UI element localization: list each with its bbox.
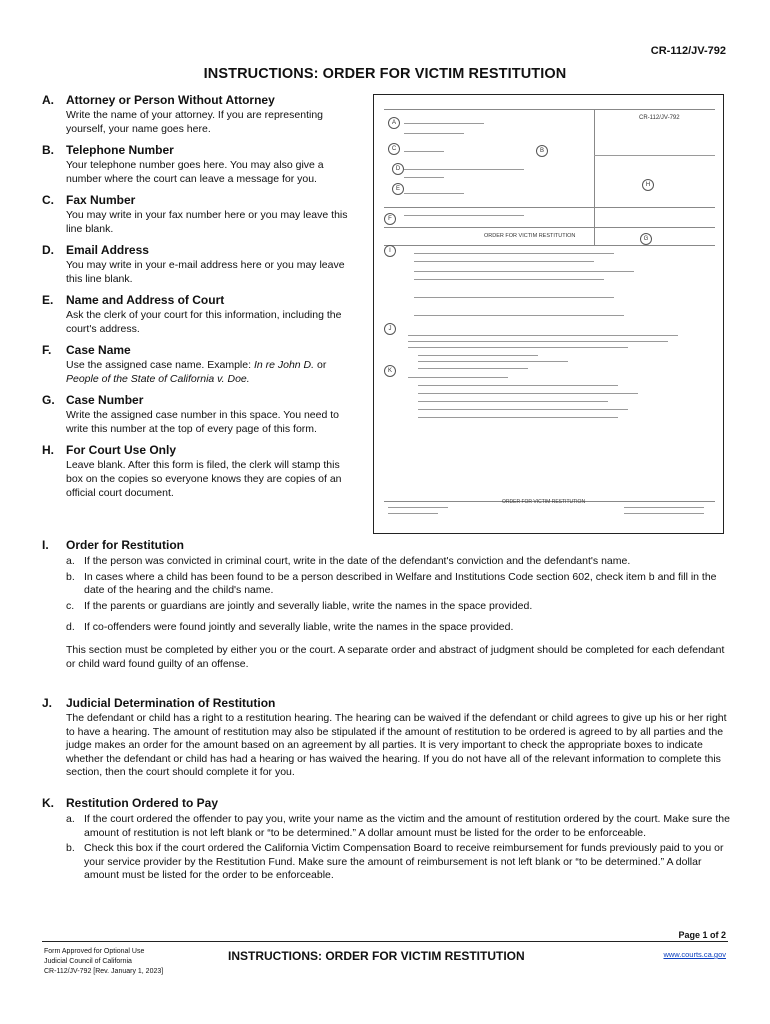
section-heading: Email Address [66, 243, 149, 257]
section-j [42, 695, 732, 780]
courts-website-link[interactable]: www.courts.ca.gov [663, 950, 726, 959]
section-heading: Name and Address of Court [66, 293, 225, 307]
item-letter: b. [66, 842, 75, 854]
item-letter: d. [66, 621, 75, 633]
section-k-items [42, 813, 732, 883]
item-text: If co-offenders were found jointly and severally liable, write the names in the space provided. [84, 621, 514, 633]
section-letter: D. [42, 243, 54, 257]
section-body: You may write in your e-mail address here or you may leave this line blank. [66, 259, 345, 285]
list-item [66, 813, 732, 840]
section-heading: Case Name [66, 343, 131, 357]
list-item [66, 842, 732, 883]
section-i-letter: I. [42, 538, 49, 552]
item-letter: c. [66, 599, 75, 612]
section-body [42, 358, 354, 386]
footer-line-2: Judicial Council of California [44, 958, 132, 965]
item-letter: a. [66, 813, 75, 825]
footer-line-1: Form Approved for Optional Use [44, 948, 145, 955]
section-a [42, 92, 354, 136]
section-f [42, 342, 354, 386]
body-text: or [314, 359, 327, 371]
list-item [66, 621, 732, 635]
section-d [42, 242, 354, 286]
page-number: Page 1 of 2 [678, 930, 726, 940]
section-heading: Attorney or Person Without Attorney [66, 93, 275, 107]
section-k [42, 795, 732, 883]
example-name: People of the State of California v. Doe. [66, 373, 250, 385]
section-heading: Telephone Number [66, 143, 174, 157]
section-letter: B. [42, 143, 54, 157]
item-text: If the court ordered the offender to pay you, write your name as the victim and the amount of restitution ordered by the court. Make sure the amount of restitution is not left blank or “to be determined.” A dollar amount must be listed for the order to be enforceable. [84, 813, 730, 839]
footer-line-3: CR-112/JV-792 [Rev. January 1, 2023] [44, 968, 164, 975]
footer-form-info [44, 947, 163, 977]
item-text: Check this box if the court ordered the California Victim Compensation Board to receive reimbursement for funds previously paid to you or your service provider by the Restitution Fund. Make sure the amount of reimbursement is not left blank or “to be determined.” A dollar amount must be listed for the order to be enforceable. [84, 842, 724, 881]
section-letter: C. [42, 193, 54, 207]
list-item [66, 600, 732, 614]
thumb-form-id: CR-112/JV-792 [639, 115, 680, 121]
list-item [66, 555, 732, 569]
section-c [42, 192, 354, 236]
section-body: Your telephone number goes here. You may also give a number where the court can leave a message for you. [66, 159, 324, 185]
footer-title: INSTRUCTIONS: ORDER FOR VICTIM RESTITUTION [228, 949, 525, 963]
form-id: CR-112/JV-792 [650, 45, 726, 57]
section-e [42, 292, 354, 336]
section-i-note: This section must be completed by either you or the court. A separate order and abstract of judgment should be completed for each defendant or child ward found guilty of an offense. [66, 643, 725, 670]
section-heading: For Court Use Only [66, 443, 177, 457]
instructions-left-column [42, 92, 354, 506]
section-letter: F. [42, 343, 52, 357]
form-thumbnail-image: CR-112/JV-792 A C D E F B H G I J K ORDER FOR VICTIM RESTITUTION ORDER FOR VICTIM RESTITUTION [373, 94, 724, 534]
section-i-heading: Order for Restitution [66, 538, 185, 552]
item-text: If the parents or guardians are jointly and severally liable, write the names in the space provided. [84, 599, 533, 612]
section-j-heading: Judicial Determination of Restitution [66, 696, 276, 710]
item-text: If the person was convicted in criminal court, write in the date of the defendant's conviction and the defendant's name. [84, 555, 631, 567]
section-j-letter: J. [42, 696, 53, 710]
section-letter: G. [42, 393, 55, 407]
footer-divider [42, 941, 728, 942]
section-heading: Fax Number [66, 193, 136, 207]
section-letter: E. [42, 293, 54, 307]
page-title: INSTRUCTIONS: ORDER FOR VICTIM RESTITUTION [203, 66, 567, 82]
section-body: Leave blank. After this form is filed, the clerk will stamp this box on the copies so everyone knows they are copies of an official court document. [66, 459, 342, 499]
section-letter: A. [42, 93, 54, 107]
section-letter: H. [42, 443, 54, 457]
section-i-items [42, 555, 732, 635]
section-k-letter: K. [42, 796, 54, 810]
section-body: Write the assigned case number in this space. You need to write this number at the top of every page of this form. [66, 409, 339, 435]
section-i [42, 537, 732, 671]
example-name: In re John D. [253, 359, 315, 371]
section-body: Write the name of your attorney. If you are representing yourself, your name goes here. [66, 109, 323, 135]
body-text: Use the assigned case name. Example: [66, 359, 254, 371]
section-j-body: The defendant or child has a right to a restitution hearing. The hearing can be waived if the defendant or child agrees to give up his or her right to have a hearing. The amount of restitution may also be stipulated if the amount of restitution to be ordered is agreed to by all parties and the judge makes an order for the amount based on an agreement by all parties. It is very important to check the appropriate boxes to indicate whether the defendant or child has had a hearing or has waived the hearing. If you do not have all of the relevant information to complete this section, then the court should complete it for you. [66, 712, 727, 778]
item-letter: b. [66, 570, 75, 583]
section-b [42, 142, 354, 186]
item-letter: a. [66, 555, 75, 567]
section-body: Ask the clerk of your court for this information, including the court's address. [66, 309, 342, 335]
section-k-heading: Restitution Ordered to Pay [66, 796, 219, 810]
section-body: You may write in your fax number here or you may leave this line blank. [66, 209, 348, 235]
item-text: In cases where a child has been found to be a person described in Welfare and Institutions Code section 602, check item b and fill in the date of the hearing and the child's name. [84, 570, 717, 596]
section-heading: Case Number [66, 393, 144, 407]
list-item [66, 571, 732, 598]
section-g [42, 392, 354, 436]
section-h [42, 442, 354, 500]
